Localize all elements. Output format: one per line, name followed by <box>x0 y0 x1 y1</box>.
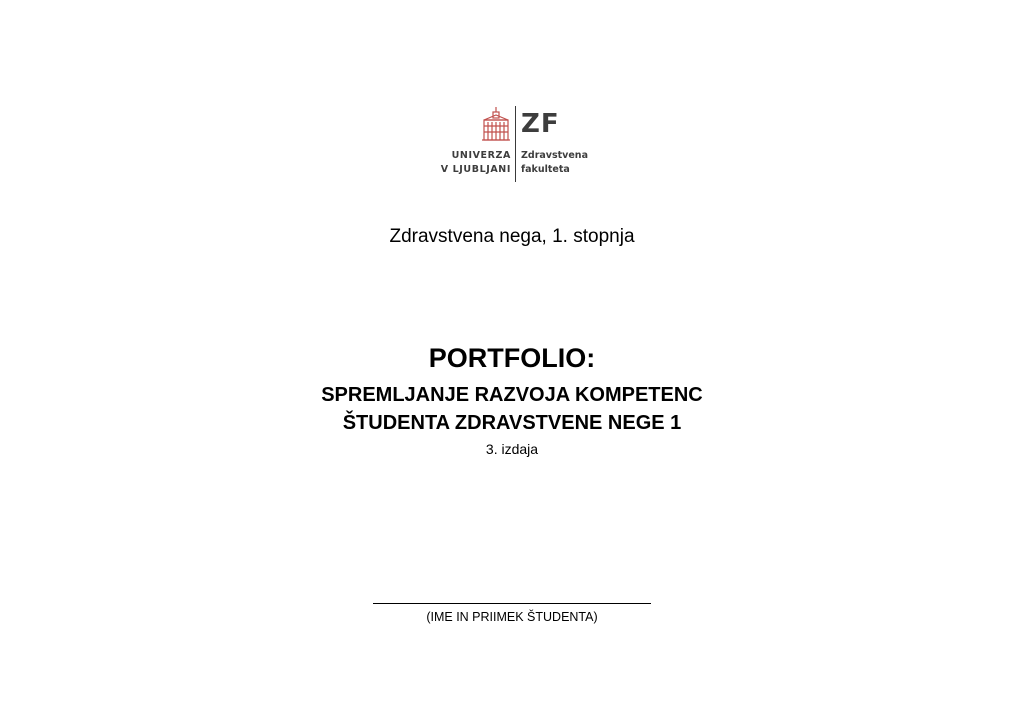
faculty-name-line2: fakulteta <box>521 164 570 175</box>
logo-mark: ZF <box>521 109 560 139</box>
edition-label: 3. izdaja <box>485 441 539 457</box>
document-subtitle-line1: SPREMLJANJE RAZVOJA KOMPETENC <box>321 384 703 406</box>
faculty-name <box>521 149 588 177</box>
university-name-line1: UNIVERZA <box>451 150 511 161</box>
document-title: PORTFOLIO: <box>428 343 596 373</box>
faculty-name-line1: Zdravstvena <box>521 150 588 161</box>
logo-divider <box>515 106 516 182</box>
document-subtitle-line2: ŠTUDENTA ZDRAVSTVENE NEGE 1 <box>342 412 682 434</box>
signature-label-text: (IME IN PRIIMEK ŠTUDENTA) <box>426 610 598 624</box>
faculty-logo <box>437 104 587 184</box>
university-name <box>437 149 511 177</box>
study-program: Zdravstvena nega, 1. stopnja <box>389 226 635 247</box>
university-building-icon <box>481 106 511 142</box>
university-name-line2: V LJUBLJANI <box>440 164 511 175</box>
signature-label <box>0 608 1024 626</box>
signature-line <box>373 603 651 604</box>
